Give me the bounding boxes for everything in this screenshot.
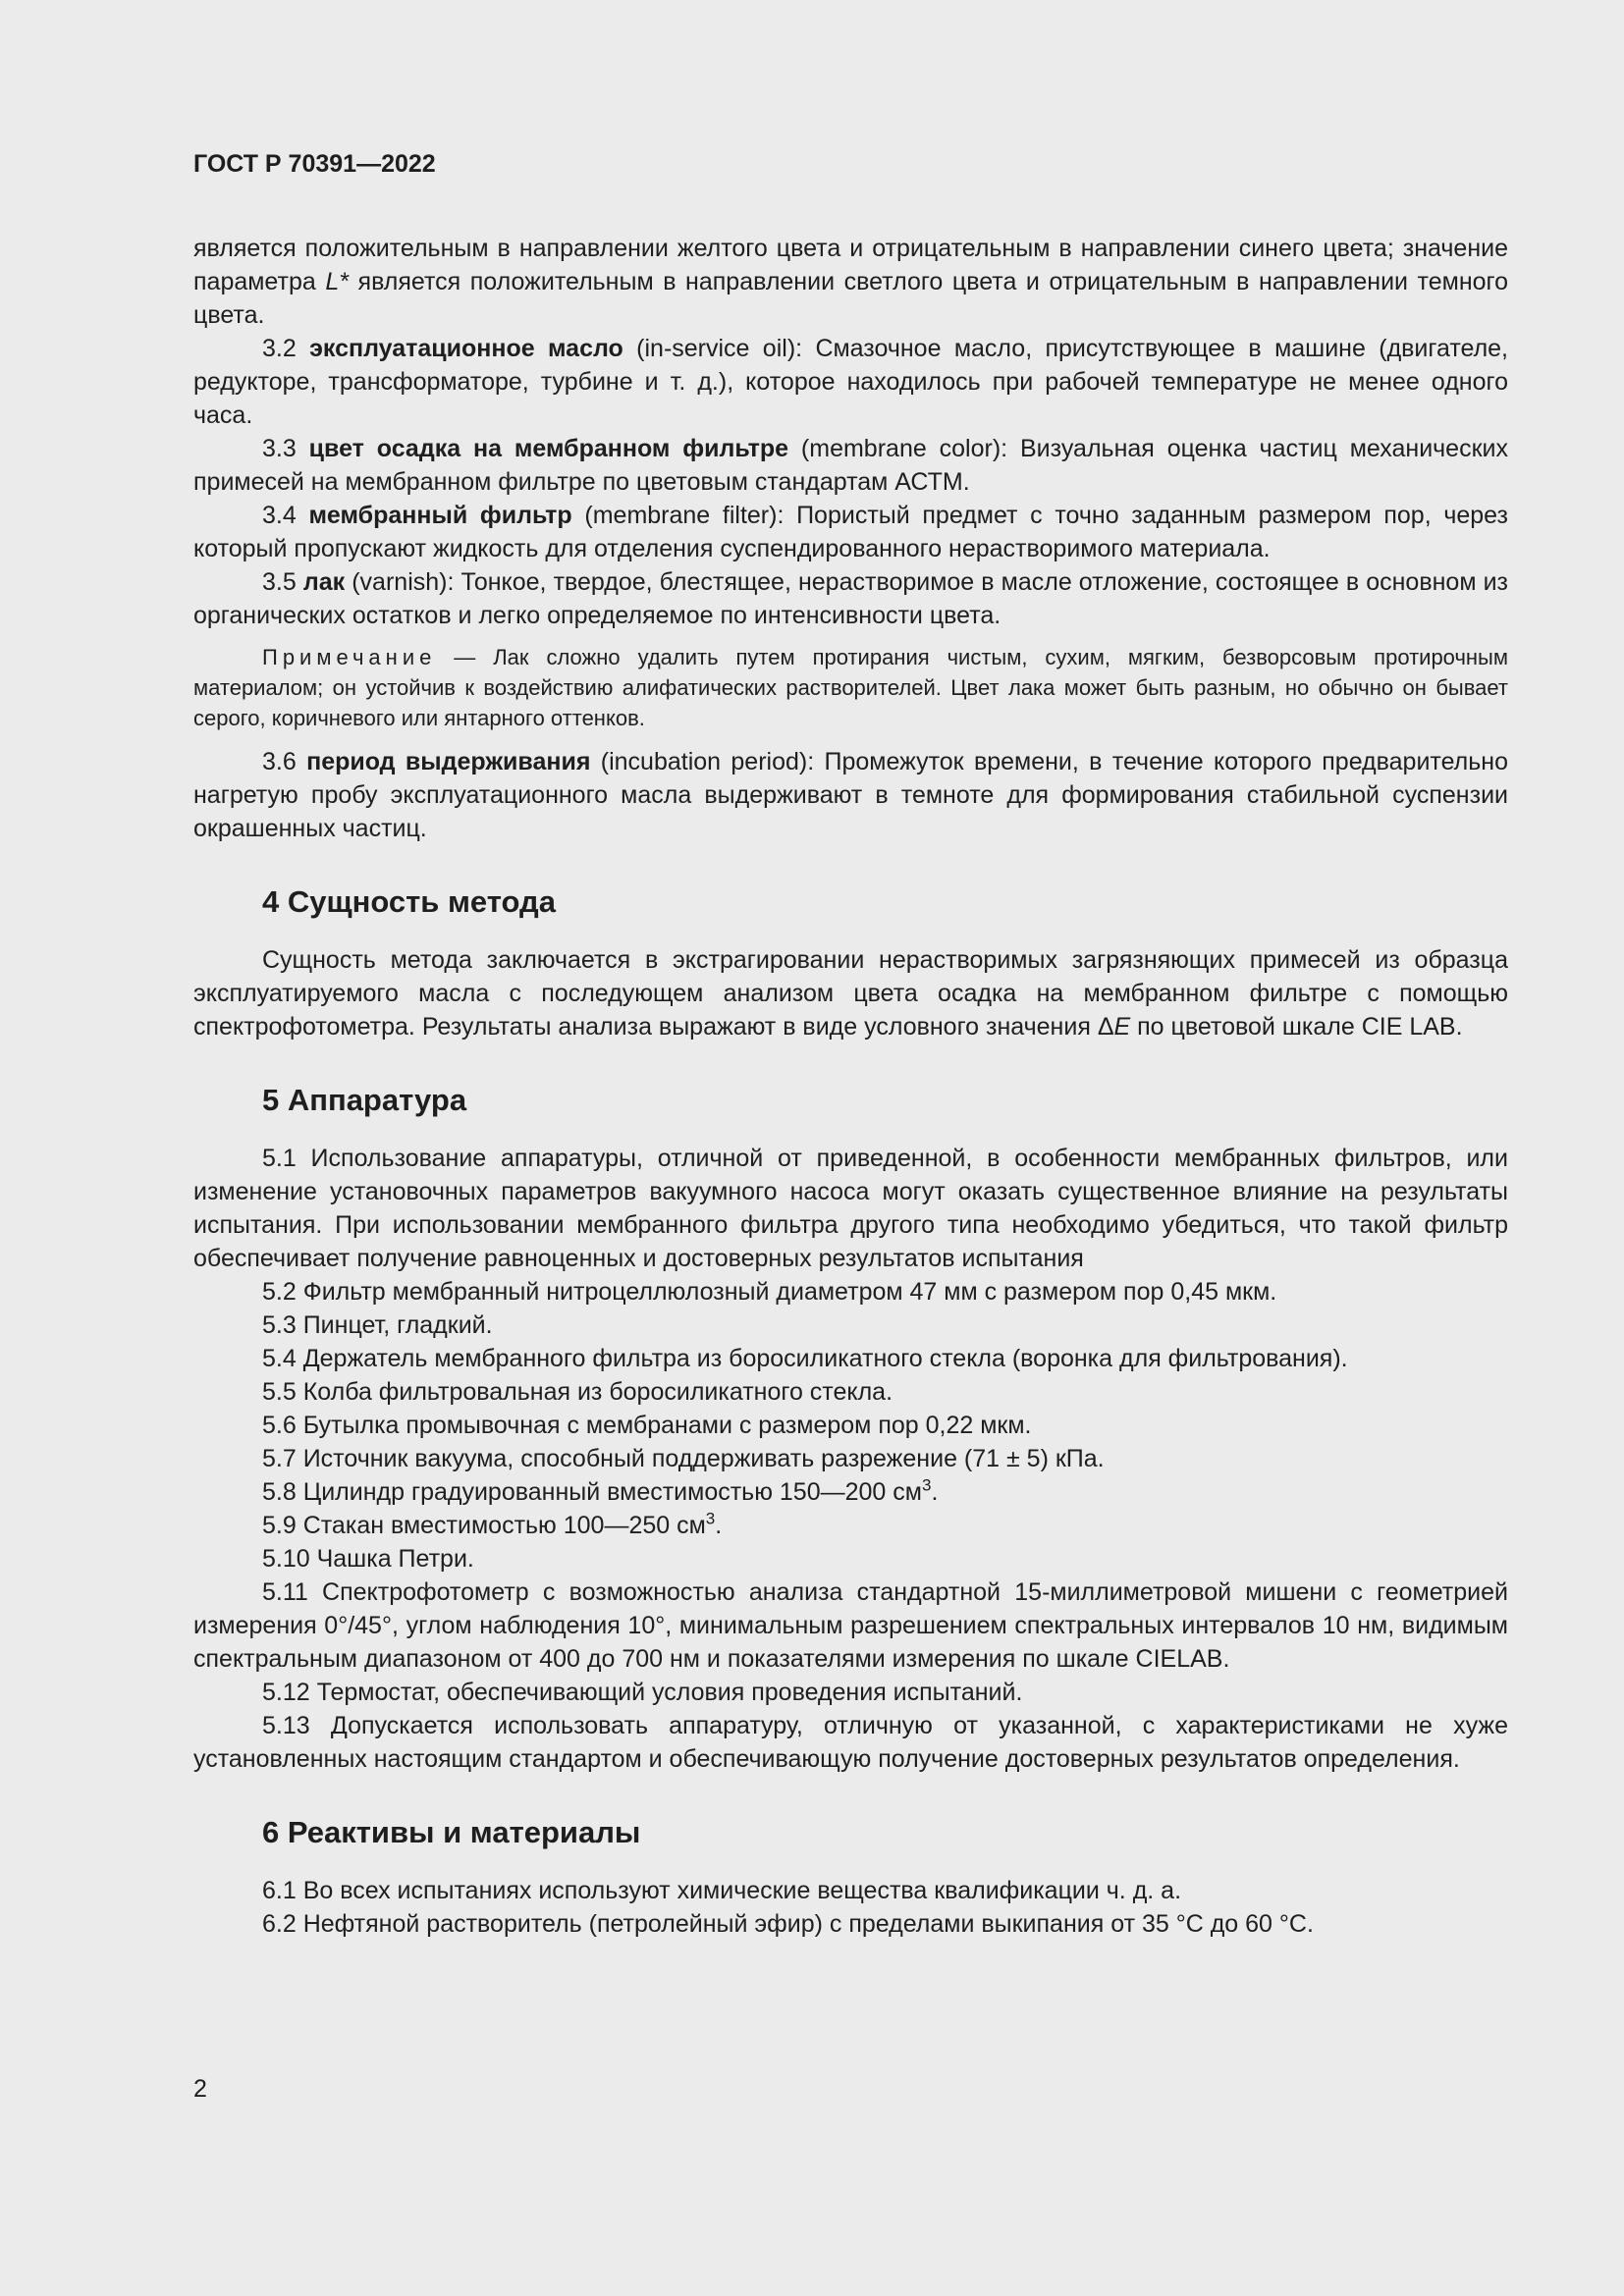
list-item: 6.1 Во всех испытаниях используют химические вещества квалификации ч. д. а. [262,1877,1182,1904]
term-3-5: 3.5 лак (varnish): Тонкое, твердое, блестящее, нерастворимое в масле отложение, состоящее в основном из органических остатков и легко определяемое по интенсивности цвета. [193,568,1509,629]
page-number: 2 [193,2075,207,2103]
term-3-4: 3.4 мембранный фильтр (membrane filter): Пористый предмет с точно заданным размером пор, через который пропускают жидкость для отделения суспендированного нерастворимого материала. [193,502,1508,562]
section-4-text: Сущность метода заключается в экстрагировании нерастворимых загрязняющих примесей из образца эксплуатируемого масла с последующем анализом цвета осадка на мембранном фильтре с помощью спектрофотометра. Результаты анализа выражают в виде условного значения ΔE по цветовой шкале CIE LAB. [193,946,1508,1041]
paragraph-intro: является положительным в направлении желтого цвета и отрицательным в направлении синего цвета; значение параметра L* является положительным в направлении светлого цвета и отрицательным в направлении темного цвета. [193,235,1509,329]
document-body [193,232,1508,1941]
list-item: 6.2 Нефтяной растворитель (петролейный эфир) с пределами выкипания от 35 °С до 60 °С. [262,1910,1314,1938]
term-name: эксплуатационное масло [309,335,623,362]
list-item: 5.1 Использование аппаратуры, отличной от приведенной, в особенности мембранных фильтров, или изменение установочных параметров вакуумного насоса могут оказать существенное влияние на результаты испытания. При использовании мембранного фильтра другого типа необходимо убедиться, что такой фильтр обеспечивает получение равноценных и достоверных результатов испытания [193,1145,1508,1272]
term-name: мембранный фильтр [308,502,572,529]
section-4-heading: 4 Сущность метода [262,884,556,919]
term-3-2: 3.2 эксплуатационное масло (in-service oil): Смазочное масло, присутствующее в машине (двигателе, редукторе, трансформаторе, турбине и т. д.), которое находилось при рабочей температуре не менее одного часа. [193,335,1509,429]
term-name: период выдерживания [306,748,591,775]
list-item: 5.9 Стакан вместимостью 100—250 $см^3$. [262,1509,723,1539]
section-5-heading: 5 Аппаратура [262,1083,467,1117]
term-3-3: 3.3 цвет осадка на мембранном фильтре (membrane color): Визуальная оценка частиц механических примесей на мембранном фильтре по цветовым стандартам АСТМ. [193,435,1508,496]
list-item: 5.6 Бутылка промывочная с мембранами с размером пор 0,22 мкм. [262,1412,1032,1439]
list-item: 5.13 Допускается использовать аппаратуру, отличную от указанной, с характеристиками не хуже установленных настоящим стандартом и обеспечивающую получение достоверных результатов определения. [193,1712,1508,1773]
list-item: 5.3 Пинцет, гладкий. [262,1311,493,1339]
note: Примечание — Лак сложно удалить путем протирания чистым, сухим, мягким, безворсовым протирочным материалом; он устойчив к воздействию алифатических растворителей. Цвет лака может быть разным, но обычно он бывает серого, коричневого или янтарного оттенков. [193,645,1508,730]
list-item: 5.10 Чашка Петри. [262,1545,474,1573]
section-6-heading: 6 Реактивы и материалы [262,1815,641,1849]
list-item: 5.7 Источник вакуума, способный поддерживать разрежение (71 ± 5) кПа. [262,1445,1105,1472]
document-header: ГОСТ Р 70391—2022 [193,150,436,178]
list-item: 5.12 Термостат, обеспечивающий условия проведения испытаний. [262,1679,1023,1706]
list-item: 5.2 Фильтр мембранный нитроцеллюлозный диаметром 47 мм с размером пор 0,45 мкм. [262,1278,1277,1306]
note-label: Примечание [262,645,437,669]
term-name: лак [302,568,346,596]
term-name: цвет осадка на мембранном фильтре [308,435,789,462]
list-item: 5.11 Спектрофотометр с возможностью анализа стандартной 15-миллиметровой мишени с геометрией измерения 0°/45°, углом наблюдения 10°, минимальным разрешением спектральных интервалов 10 нм, видимым спектральным диапазоном от 400 до 700 нм и показателями измерения по шкале CIELAB. [193,1578,1508,1673]
list-item: 5.8 Цилиндр градуированный вместимостью 150—200 $см^3$. [262,1475,939,1506]
term-3-6: 3.6 период выдерживания (incubation period): Промежуток времени, в течение которого предварительно нагретую пробу эксплуатационного масла выдерживают в темноте для формирования стабильной суспензии окрашенных частиц. [193,748,1508,842]
list-item: 5.4 Держатель мембранного фильтра из боросиликатного стекла (воронка для фильтрования). [262,1345,1348,1372]
list-item: 5.5 Колба фильтровальная из боросиликатного стекла. [262,1378,893,1406]
